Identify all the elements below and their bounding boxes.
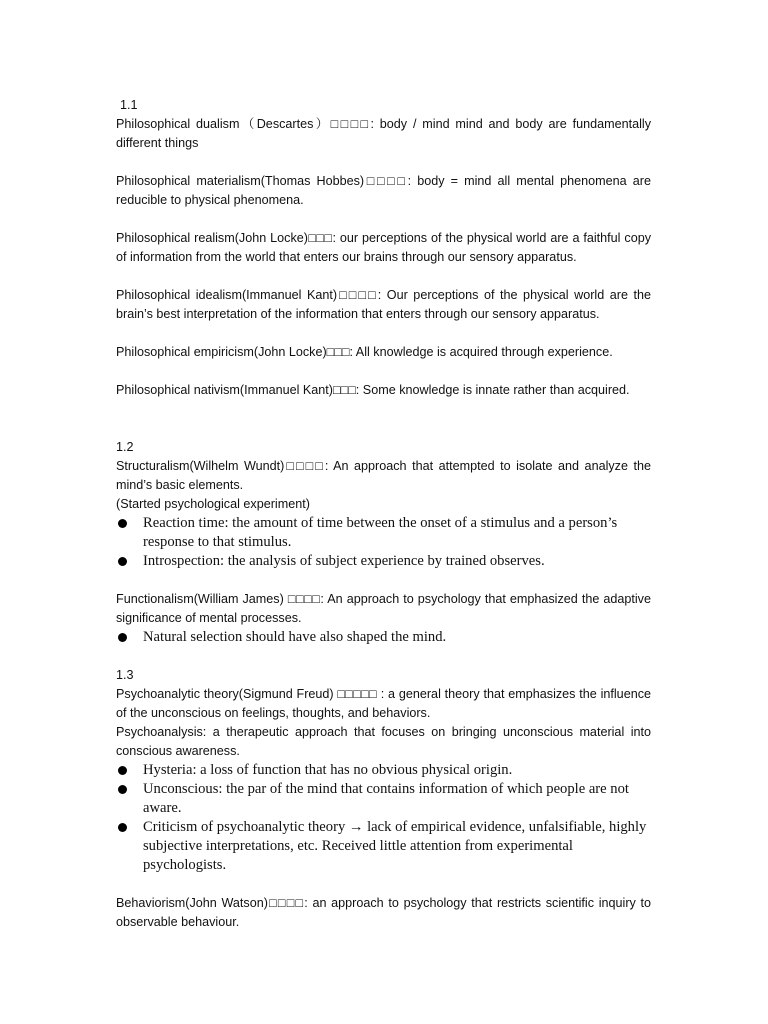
bullet-text: Reaction time: the amount of time between the onset of a stimulus and a person’s response to that stimulus.	[143, 515, 618, 550]
bullet-icon	[118, 766, 127, 775]
paragraph-behaviorism: Behaviorism(John Watson)□□□□: an approach to psychology that restricts scientific inquiry to observable behaviour.	[116, 896, 651, 929]
document-body	[116, 96, 651, 932]
paragraph-idealism: Philosophical idealism(Immanuel Kant)□□□□: Our perceptions of the physical world are the brain’s best interpretation of the information that enters through our sensory apparatus.	[116, 288, 651, 321]
paragraph-empiricism: Philosophical empiricism(John Locke)□□□: All knowledge is acquired through experience.	[116, 345, 613, 359]
paragraph-materialism: Philosophical materialism(Thomas Hobbes)□□□□: body = mind all mental phenomena are reducible to physical phenomena.	[116, 174, 651, 207]
bullet-icon	[118, 633, 127, 642]
list-item	[116, 514, 651, 552]
paragraph-dualism: Philosophical dualism（Descartes）□□□□: body / mind mind and body are fundamentally different things	[116, 117, 651, 150]
bullet-icon	[118, 785, 127, 794]
section-number-1-2: 1.2	[116, 440, 134, 454]
functionalism-bullet-list	[116, 628, 651, 647]
section-number-1-1: 1.1	[120, 98, 138, 112]
list-item	[116, 628, 651, 647]
list-item	[116, 780, 651, 818]
bullet-icon	[118, 557, 127, 566]
paragraph-psychoanalytic-theory: Psychoanalytic theory(Sigmund Freud) □□□□□ : a general theory that emphasizes the influence of the unconscious on feelings, thoughts, and behaviors.	[116, 687, 651, 720]
bullet-text: Hysteria: a loss of function that has no obvious physical origin.	[143, 762, 513, 778]
bullet-icon	[118, 519, 127, 528]
paragraph-structuralism: Structuralism(Wilhelm Wundt)□□□□: An approach that attempted to isolate and analyze the mind’s basic elements.	[116, 459, 651, 492]
paragraph-realism: Philosophical realism(John Locke)□□□: our perceptions of the physical world are a faithful copy of information from the world that enters our brains through our sensory apparatus.	[116, 231, 651, 264]
structuralism-bullet-list	[116, 514, 651, 571]
psychoanalytic-bullet-list	[116, 761, 651, 875]
paragraph-functionalism: Functionalism(William James) □□□□: An approach to psychology that emphasized the adaptive significance of mental processes.	[116, 592, 651, 625]
bullet-text: Criticism of psychoanalytic theory → lack of empirical evidence, unfalsifiable, highly subjective interpretations, etc. Received little attention from experimental psychologists.	[143, 819, 647, 873]
list-item	[116, 761, 651, 780]
bullet-text: Natural selection should have also shaped the mind.	[143, 629, 447, 645]
paragraph-psychoanalysis: Psychoanalysis: a therapeutic approach that focuses on bringing unconscious material into conscious awareness.	[116, 725, 651, 758]
list-item	[116, 552, 651, 571]
list-item	[116, 818, 651, 875]
section-number-1-3: 1.3	[116, 668, 134, 682]
structuralism-note: (Started psychological experiment)	[116, 497, 310, 511]
paragraph-nativism: Philosophical nativism(Immanuel Kant)□□□: Some knowledge is innate rather than acquired.	[116, 383, 630, 397]
bullet-text: Introspection: the analysis of subject experience by trained observes.	[143, 553, 545, 569]
bullet-text: Unconscious: the par of the mind that contains information of which people are not aware.	[143, 781, 629, 816]
bullet-icon	[118, 823, 127, 832]
